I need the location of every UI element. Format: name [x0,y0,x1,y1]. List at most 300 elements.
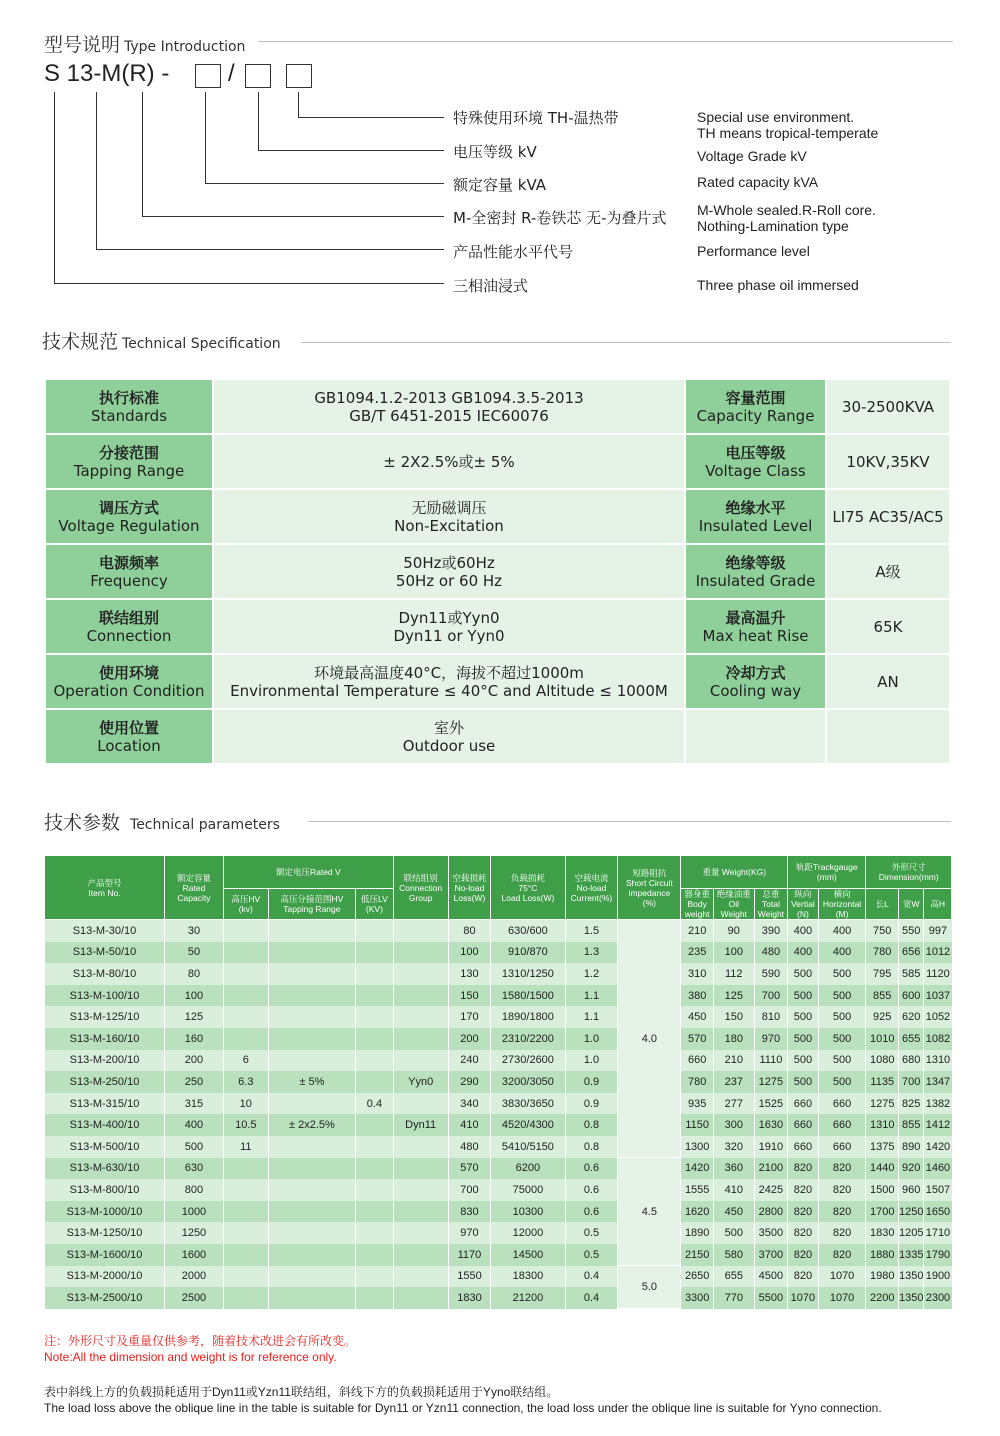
cell-body: 2150 [681,1244,714,1266]
cell-conn [393,1093,448,1115]
spec-value: AN [826,654,950,709]
cell-nll: 290 [448,1071,491,1093]
cell-tap [268,1266,355,1288]
cell-hv [223,1244,268,1266]
cell-oil: 410 [713,1179,754,1201]
cell-h: 500 [818,1071,866,1093]
cell-model: S13-M-250/10 [45,1071,165,1093]
cell-conn [393,1006,448,1028]
cell-L: 2200 [866,1287,899,1309]
cell-body: 450 [681,1006,714,1028]
cell-body: 380 [681,985,714,1007]
cell-hv: 10 [223,1093,268,1115]
cell-total: 2425 [754,1179,788,1201]
cell-L: 1135 [866,1071,899,1093]
cell-tap [268,1244,355,1266]
cell-L: 1275 [866,1093,899,1115]
cell-total: 1275 [754,1071,788,1093]
spec-header: 执行标准 Standards [45,379,213,434]
cell-ll: 14500 [491,1244,565,1266]
cell-lv [356,1179,394,1201]
th-capacity: 额定容量 Rated Capacity [164,856,223,920]
cell-oil: 580 [713,1244,754,1266]
spec-empty-cell [826,709,950,764]
tech-params-rule [308,821,951,822]
cell-hv [223,1006,268,1028]
tech-params-title-cn: 技术参数 [44,812,121,834]
cell-total: 590 [754,963,788,985]
cell-hv [223,985,268,1007]
cell-ll: 4520/4300 [491,1114,565,1136]
th-model: 产品型号 Item No. [45,856,165,920]
cell-H: 1790 [924,1244,952,1266]
cell-nlc: 0.6 [565,1201,618,1223]
cell-lv [356,1114,394,1136]
cell-total: 810 [754,1006,788,1028]
table-row [45,985,952,1007]
cell-cap: 1000 [164,1201,223,1223]
cell-ll: 5410/5150 [491,1136,565,1158]
cell-W: 1350 [899,1287,924,1309]
cell-cap: 50 [164,942,223,964]
cell-tap [268,985,355,1007]
cell-lv: 0.4 [356,1093,394,1115]
label-performance-cn: 产品性能水平代号 [453,243,574,261]
table-row [45,1158,952,1180]
cell-hv [223,1266,268,1288]
cell-nll: 570 [448,1158,491,1180]
label-three-phase-cn: 三相油浸式 [453,277,529,295]
cell-impedance: 4.0 [618,920,681,1158]
table-row [45,1050,952,1072]
cell-h: 820 [818,1201,866,1223]
cell-total: 4500 [754,1266,788,1288]
cell-oil: 320 [713,1136,754,1158]
cell-nlc: 0.6 [565,1158,618,1180]
tech-spec-title-en: Technical Specification [122,336,281,352]
cell-oil: 125 [713,985,754,1007]
cell-conn [393,1028,448,1050]
cell-W: 680 [899,1050,924,1072]
cell-conn [393,1266,448,1288]
cell-body: 235 [681,942,714,964]
th-oil-weight: 绝缘油重 Oil Weight [713,889,754,920]
cell-hv [223,1028,268,1050]
th-connection: 联结组别 Connection Group [393,856,448,920]
cell-nlc: 0.9 [565,1071,618,1093]
cell-hv: 6.3 [223,1071,268,1093]
type-intro-rule [258,41,953,42]
cell-ll: 12000 [491,1222,565,1244]
spec-header: 电源频率 Frequency [45,544,213,599]
cell-total: 390 [754,920,788,942]
cell-nll: 1170 [448,1244,491,1266]
cell-H: 997 [924,920,952,942]
cell-tap [268,1158,355,1180]
cell-H: 1310 [924,1050,952,1072]
cell-ll: 2310/2200 [491,1028,565,1050]
tech-spec-table [44,378,951,765]
cell-total: 1110 [754,1050,788,1072]
cell-nlc: 0.6 [565,1179,618,1201]
cell-total: 1630 [754,1114,788,1136]
spec-header: 绝缘水平 Insulated Level [685,489,826,544]
cell-L: 795 [866,963,899,985]
cell-W: 1350 [899,1266,924,1288]
cell-ll: 1310/1250 [491,963,565,985]
cell-ll: 3200/3050 [491,1071,565,1093]
spec-row-regulation [45,489,950,544]
cell-nll: 340 [448,1093,491,1115]
cell-nlc: 1.0 [565,1028,618,1050]
cell-conn [393,1287,448,1309]
table-row [45,1287,952,1309]
cell-lv [356,1158,394,1180]
cell-H: 2300 [924,1287,952,1309]
cell-W: 1335 [899,1244,924,1266]
cell-L: 780 [866,942,899,964]
cell-impedance: 4.5 [618,1158,681,1266]
cell-H: 1382 [924,1093,952,1115]
cell-model: S13-M-315/10 [45,1093,165,1115]
cell-cap: 30 [164,920,223,942]
cell-L: 1375 [866,1136,899,1158]
cell-ll: 2730/2600 [491,1050,565,1072]
cell-body: 1420 [681,1158,714,1180]
cell-H: 1460 [924,1158,952,1180]
cell-L: 1010 [866,1028,899,1050]
cell-tap [268,963,355,985]
cell-conn [393,985,448,1007]
cell-nll: 170 [448,1006,491,1028]
cell-body: 1150 [681,1114,714,1136]
cell-h: 660 [818,1136,866,1158]
cell-h: 500 [818,1028,866,1050]
cell-cap: 250 [164,1071,223,1093]
cell-body: 780 [681,1071,714,1093]
model-box-voltage [245,64,271,88]
cell-nlc: 0.8 [565,1136,618,1158]
cell-hv [223,1287,268,1309]
th-impedance: 短路阻抗 Short Circuit impedance (%) [618,856,681,920]
spec-value: A级 [826,544,950,599]
cell-v: 820 [788,1266,819,1288]
cell-oil: 450 [713,1201,754,1223]
spec-header: 使用位置 Location [45,709,213,764]
spec-row-standards [45,379,950,434]
spec-row-frequency [45,544,950,599]
cell-L: 1440 [866,1158,899,1180]
spec-header: 电压等级 Voltage Class [685,434,826,489]
cell-v: 820 [788,1222,819,1244]
cell-model: S13-M-630/10 [45,1158,165,1180]
label-core-type-cn: M-全密封 R-卷铁芯 无-为叠片式 [453,209,667,227]
cell-H: 1900 [924,1266,952,1288]
cell-total: 480 [754,942,788,964]
cell-conn [393,1201,448,1223]
cell-body: 660 [681,1050,714,1072]
cell-nll: 150 [448,985,491,1007]
cell-body: 935 [681,1093,714,1115]
label-rated-capacity-cn: 额定容量 kVA [453,176,547,194]
label-special-env-cn: 特殊使用环境 TH-温热带 [453,109,619,127]
cell-nll: 1830 [448,1287,491,1309]
cell-conn [393,942,448,964]
cell-model: S13-M-30/10 [45,920,165,942]
cell-L: 1980 [866,1266,899,1288]
cell-oil: 277 [713,1093,754,1115]
cell-oil: 360 [713,1158,754,1180]
cell-oil: 100 [713,942,754,964]
cell-v: 500 [788,1071,819,1093]
table-row [45,1093,952,1115]
cell-nlc: 0.5 [565,1244,618,1266]
cell-W: 1205 [899,1222,924,1244]
label-three-phase-en: Three phase oil immersed [697,277,859,293]
cell-tap [268,1179,355,1201]
cell-total: 3500 [754,1222,788,1244]
cell-tap [268,1028,355,1050]
cell-lv [356,1222,394,1244]
cell-cap: 630 [164,1158,223,1180]
spec-row-tapping [45,434,950,489]
model-box-special [286,64,312,88]
spec-header: 最高温升 Max heat Rise [685,599,826,654]
cell-oil: 112 [713,963,754,985]
cell-nlc: 1.2 [565,963,618,985]
cell-hv [223,1222,268,1244]
th-no-load-current: 空载电流 No-load Current(%) [565,856,618,920]
cell-total: 2800 [754,1201,788,1223]
label-rated-capacity-en: Rated capacity kVA [697,174,819,190]
cell-v: 820 [788,1179,819,1201]
cell-L: 855 [866,985,899,1007]
cell-W: 960 [899,1179,924,1201]
spec-header: 冷却方式 Cooling way [685,654,826,709]
cell-h: 500 [818,1006,866,1028]
spec-row-location [45,709,950,764]
th-trackgauge: 轨距Trackgauge (mm) [788,856,866,889]
cell-cap: 2500 [164,1287,223,1309]
table-row [45,1136,952,1158]
model-code [44,60,169,88]
cell-cap: 1600 [164,1244,223,1266]
th-hv: 高压HV (kv) [223,889,268,920]
cell-nll: 80 [448,920,491,942]
cell-nll: 830 [448,1201,491,1223]
table-row [45,1244,952,1266]
cell-conn [393,1158,448,1180]
cell-W: 855 [899,1114,924,1136]
label-voltage-grade-cn: 电压等级 kV [453,143,537,161]
cell-tap: ± 5% [268,1071,355,1093]
cell-tap [268,920,355,942]
tech-spec-title [42,327,281,354]
cell-nll: 200 [448,1028,491,1050]
cell-oil: 655 [713,1266,754,1288]
th-lv: 低压LV (KV) [356,889,394,920]
cell-nlc: 0.5 [565,1222,618,1244]
tech-params-title [44,808,280,835]
th-gauge-horizontal: 横向 Horizontal (M) [818,889,866,920]
cell-h: 820 [818,1179,866,1201]
note-load-loss-en: The load loss above the oblique line in the table is suitable for Dyn11 or Yzn11 connection, the load loss under the oblique line is suitable for Yyno connection. [44,1401,882,1415]
table-row [45,1179,952,1201]
cell-v: 820 [788,1244,819,1266]
cell-ll: 1890/1800 [491,1006,565,1028]
cell-nlc: 0.9 [565,1093,618,1115]
cell-total: 1910 [754,1136,788,1158]
cell-hv: 11 [223,1136,268,1158]
cell-nlc: 1.1 [565,985,618,1007]
th-length: 长L [866,889,899,920]
cell-conn: Yyn0 [393,1071,448,1093]
cell-L: 1080 [866,1050,899,1072]
cell-lv [356,920,394,942]
spec-value: GB1094.1.2-2013 GB1094.3.5-2013 GB/T 6451-2015 IEC60076 [213,379,685,434]
cell-total: 1525 [754,1093,788,1115]
cell-h: 820 [818,1222,866,1244]
cell-nll: 700 [448,1179,491,1201]
cell-W: 620 [899,1006,924,1028]
cell-body: 1300 [681,1136,714,1158]
cell-nlc: 1.3 [565,942,618,964]
cell-W: 600 [899,985,924,1007]
cell-cap: 2000 [164,1266,223,1288]
cell-ll: 630/600 [491,920,565,942]
cell-v: 500 [788,1050,819,1072]
cell-W: 700 [899,1071,924,1093]
spec-value: LI75 AC35/AC5 [826,489,950,544]
cell-ll: 21200 [491,1287,565,1309]
cell-tap [268,1050,355,1072]
cell-model: S13-M-50/10 [45,942,165,964]
cell-v: 500 [788,985,819,1007]
cell-oil: 300 [713,1114,754,1136]
cell-lv [356,1266,394,1288]
cell-v: 660 [788,1136,819,1158]
cell-model: S13-M-500/10 [45,1136,165,1158]
cell-model: S13-M-80/10 [45,963,165,985]
cell-model: S13-M-2500/10 [45,1287,165,1309]
cell-lv [356,1006,394,1028]
cell-model: S13-M-1000/10 [45,1201,165,1223]
cell-nll: 100 [448,942,491,964]
cell-h: 1070 [818,1266,866,1288]
spec-value: 30-2500KVA [826,379,950,434]
cell-model: S13-M-100/10 [45,985,165,1007]
cell-oil: 180 [713,1028,754,1050]
spec-row-operation [45,654,950,709]
cell-hv: 6 [223,1050,268,1072]
spec-value: ± 2X2.5%或± 5% [213,434,685,489]
type-intro-title-en: Type Introduction [124,39,246,55]
cell-H: 1507 [924,1179,952,1201]
cell-total: 700 [754,985,788,1007]
cell-lv [356,963,394,985]
th-total-weight: 总重 Total Weight [754,889,788,920]
cell-total: 3700 [754,1244,788,1266]
tech-params-title-en: Technical parameters [130,817,280,833]
model-separator: / [228,60,235,87]
cell-L: 925 [866,1006,899,1028]
th-load-loss: 负载损耗 75°C Load Loss(W) [491,856,565,920]
cell-lv [356,1244,394,1266]
cell-v: 660 [788,1093,819,1115]
cell-h: 500 [818,1050,866,1072]
table-row [45,1222,952,1244]
cell-nlc: 0.4 [565,1287,618,1309]
cell-oil: 150 [713,1006,754,1028]
cell-nlc: 1.5 [565,920,618,942]
cell-nlc: 0.8 [565,1114,618,1136]
table-row [45,1114,952,1136]
cell-body: 570 [681,1028,714,1050]
spec-value: 环境最高温度40°C，海拔不超过1000m Environmental Temperature ≤ 40°C and Altitude ≤ 1000M [213,654,685,709]
cell-L: 1500 [866,1179,899,1201]
cell-cap: 1250 [164,1222,223,1244]
cell-W: 655 [899,1028,924,1050]
cell-H: 1082 [924,1028,952,1050]
cell-body: 2650 [681,1266,714,1288]
spec-header: 使用环境 Operation Condition [45,654,213,709]
type-intro-title [44,30,245,57]
cell-hv [223,920,268,942]
cell-tap: ± 2x2.5% [268,1114,355,1136]
spec-empty-cell [685,709,826,764]
cell-model: S13-M-1250/10 [45,1222,165,1244]
table-row [45,1006,952,1028]
cell-tap [268,1006,355,1028]
cell-lv [356,1201,394,1223]
cell-L: 1830 [866,1222,899,1244]
spec-header: 容量范围 Capacity Range [685,379,826,434]
th-tapping: 高压分接范围HV Tapping Range [268,889,355,920]
cell-nll: 480 [448,1136,491,1158]
spec-header: 绝缘等级 Insulated Grade [685,544,826,599]
cell-ll: 18300 [491,1266,565,1288]
cell-total: 970 [754,1028,788,1050]
cell-tap [268,1201,355,1223]
cell-L: 1700 [866,1201,899,1223]
cell-body: 1620 [681,1201,714,1223]
table-row [45,1028,952,1050]
cell-v: 820 [788,1158,819,1180]
cell-ll: 910/870 [491,942,565,964]
cell-body: 1555 [681,1179,714,1201]
cell-v: 660 [788,1114,819,1136]
cell-h: 820 [818,1244,866,1266]
spec-value: 10KV,35KV [826,434,950,489]
cell-cap: 500 [164,1136,223,1158]
cell-cap: 160 [164,1028,223,1050]
note-load-loss-cn: 表中斜线上方的负载损耗适用于Dyn11或Yzn11联结组，斜线下方的负载损耗适用于Yyno联结组。 [44,1385,559,1399]
cell-oil: 90 [713,920,754,942]
cell-ll: 10300 [491,1201,565,1223]
th-height: 高H [924,889,952,920]
cell-H: 1347 [924,1071,952,1093]
table-row [45,1071,952,1093]
tech-spec-title-cn: 技术规范 [42,331,119,353]
cell-W: 1250 [899,1201,924,1223]
cell-model: S13-M-200/10 [45,1050,165,1072]
cell-L: 1310 [866,1114,899,1136]
cell-H: 1037 [924,985,952,1007]
cell-hv [223,1201,268,1223]
cell-v: 500 [788,1028,819,1050]
note-reference-cn: 注：外形尺寸及重量仅供参考，随着技术改进会有所改变。 [44,1334,357,1348]
cell-conn [393,1050,448,1072]
